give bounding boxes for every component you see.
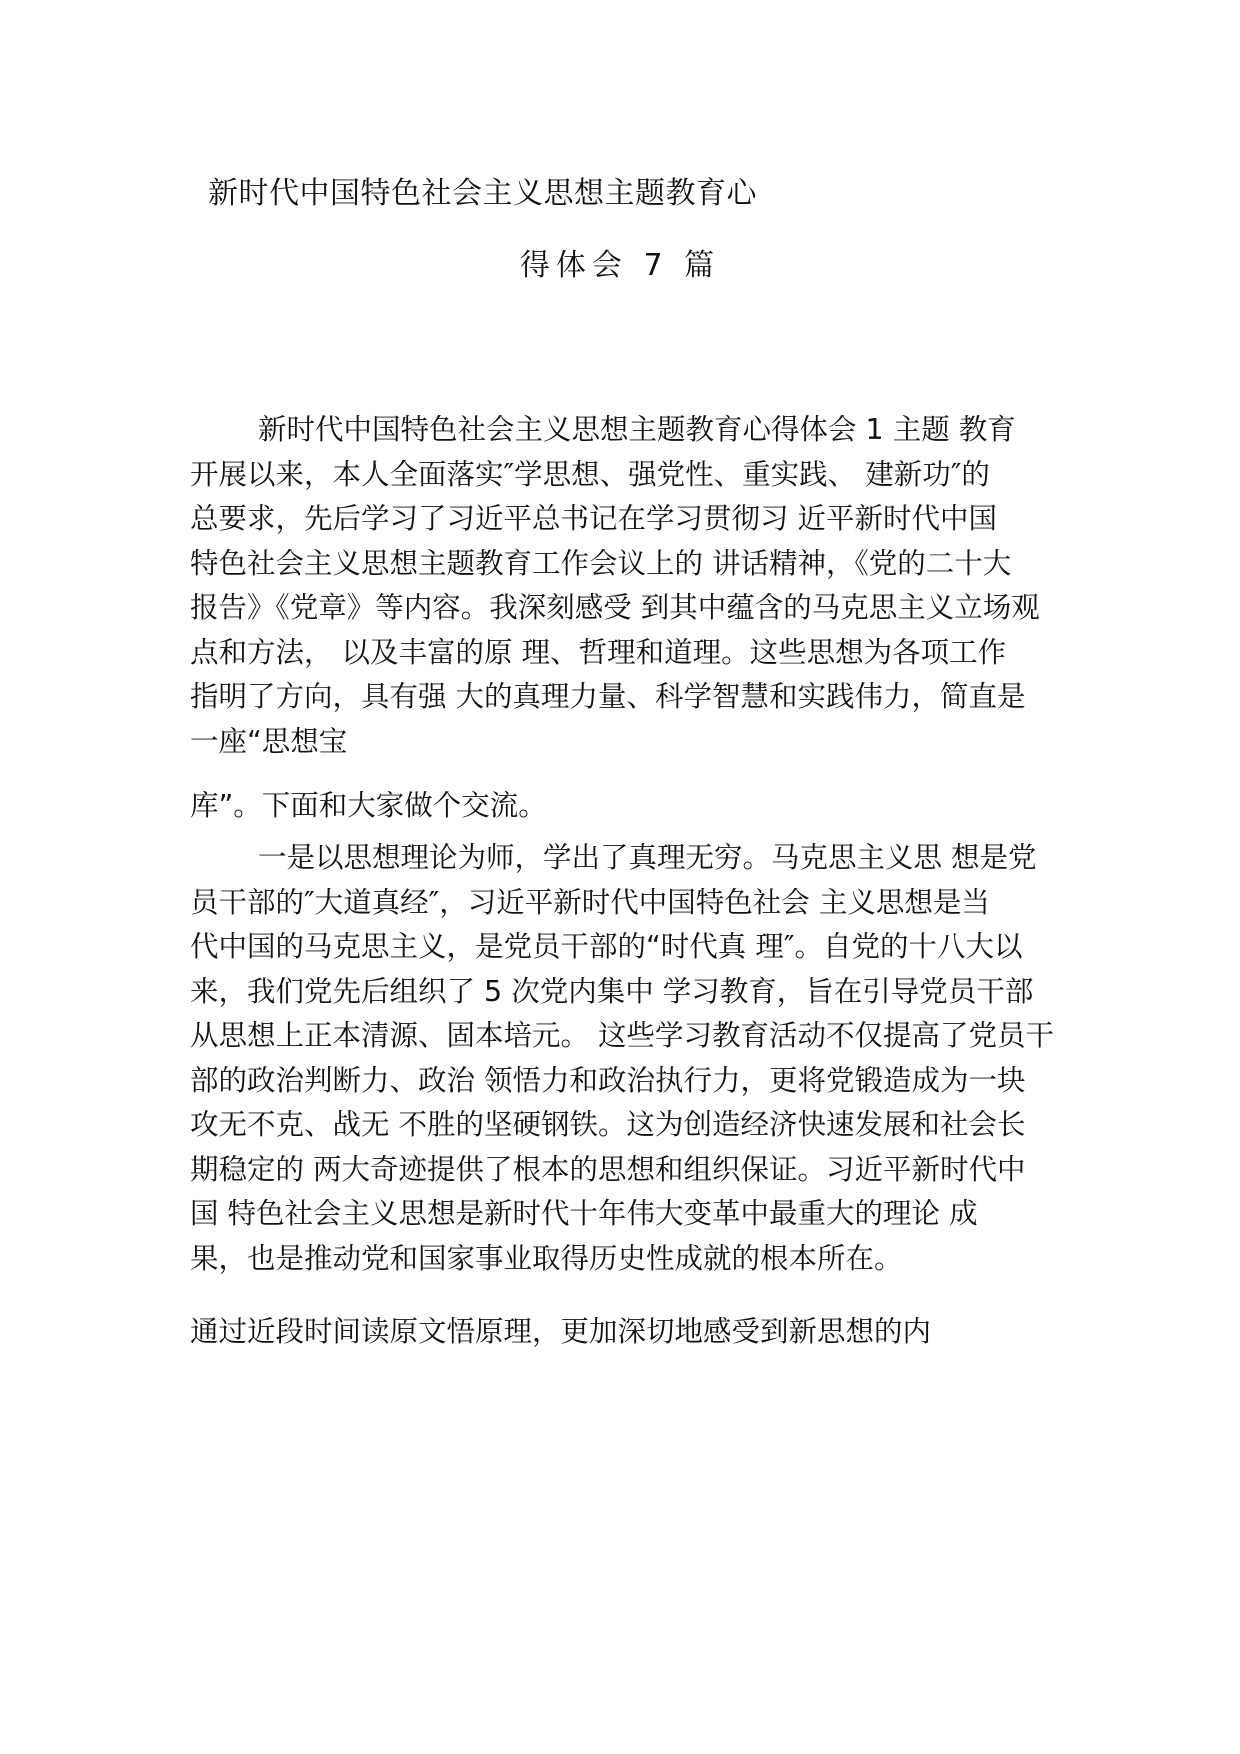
paragraph-line: 国 特色社会主义思想是新时代十年伟大变革中最重大的理论 成 <box>190 1197 978 1230</box>
paragraph-line: 来，我们党先后组织了 5 次党内集中 学习教育，旨在引导党员干部 <box>190 974 1034 1008</box>
document-title-line2: 得体会 7 篇 <box>519 248 721 283</box>
paragraph-line: 员干部的″大道真经″，习近平新时代中国特色社会 主义思想是当 <box>190 885 990 919</box>
paragraph-line: 指明了方向，具有强 大的真理力量、科学智慧和实践伟力，简直是 <box>190 680 1026 713</box>
paragraph-line: 果，也是推动党和国家事业取得历史性成就的根本所在。 <box>190 1241 903 1275</box>
paragraph-line: 一座“思想宝 <box>190 724 348 758</box>
paragraph-line: 部的政治判断力、政治 领悟力和政治执行力，更将党锻造成为一块 <box>190 1063 1026 1097</box>
paragraph-line: 总要求，先后学习了习近平总书记在学习贯彻习 近平新时代中国 <box>190 502 998 535</box>
paragraph-1 <box>190 408 1070 764</box>
paragraph-2 <box>190 784 1070 829</box>
paragraph-line: 点和方法， 以及丰富的原 理、哲理和道理。这些思想为各项工作 <box>190 635 1007 669</box>
paragraph-4 <box>190 1310 1070 1355</box>
paragraph-line: 通过近段时间读原文悟原理，更加深切地感受到新思想的内 <box>190 1315 932 1348</box>
paragraph-3 <box>190 836 1070 1281</box>
paragraph-line: 开展以来，本人全面落实″学思想、强党性、重实践、 建新功″的 <box>190 457 990 491</box>
paragraph-line: 新时代中国特色社会主义思想主题教育心得体会 1 主题 教育 <box>258 413 1016 446</box>
document-title-line1: 新时代中国特色社会主义思想主题教育心 <box>208 176 757 211</box>
paragraph-line: 报告》《党章》等内容。我深刻感受 到其中蕴含的马克思主义立场观 <box>190 591 1040 624</box>
paragraph-line: 从思想上正本清源、固本培元。 这些学习教育活动不仅提高了党员干 <box>190 1019 1055 1052</box>
paragraph-line: 特色社会主义思想主题教育工作会议上的 讲话精神，《党的二十大 <box>190 546 1012 580</box>
paragraph-line: 期稳定的 两大奇迹提供了根本的思想和组织保证。习近平新时代中 <box>190 1152 1026 1186</box>
paragraph-line: 代中国的马克思主义，是党员干部的“时代真 理″。自党的十八大以 <box>190 930 1023 963</box>
paragraph-line: 库”。下面和大家做个交流。 <box>190 789 547 822</box>
paragraph-line: 一是以思想理论为师，学出了真理无穷。马克思主义思 想是党 <box>258 841 1037 874</box>
paragraph-line: 攻无不克、战无 不胜的坚硬钢铁。这为创造经济快速发展和社会长 <box>190 1108 1026 1141</box>
